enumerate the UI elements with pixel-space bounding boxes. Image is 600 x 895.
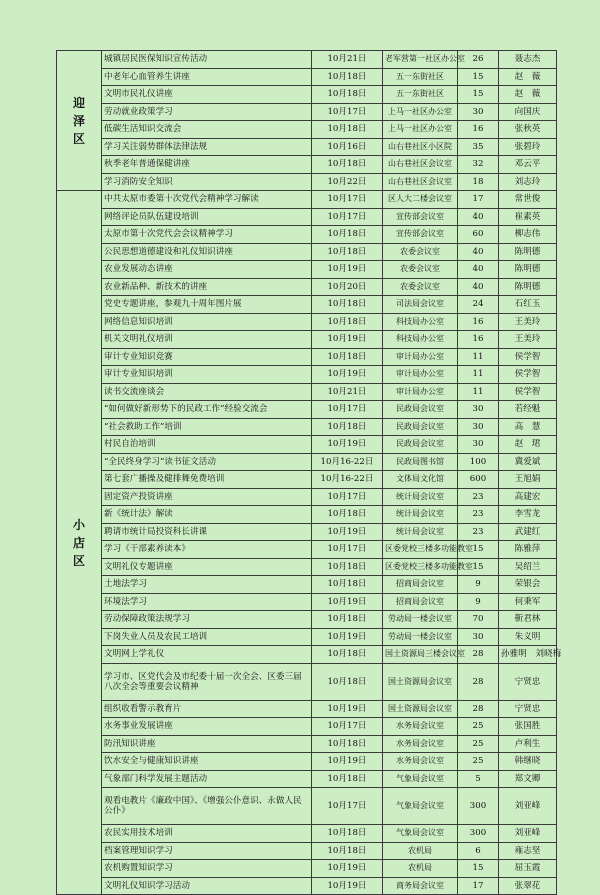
participant-count: 15 xyxy=(458,541,499,559)
speaker-name: 陈明德 xyxy=(499,243,557,261)
activity-date: 10月17日 xyxy=(312,208,383,226)
participant-count: 60 xyxy=(458,226,499,244)
activity-name: 低碳生活知识交流会 xyxy=(102,121,312,139)
activity-name: 新《统计法》解读 xyxy=(102,506,312,524)
activity-date: 10月19日 xyxy=(312,261,383,279)
speaker-name: 何秉军 xyxy=(499,593,557,611)
activity-name: 中老年心血管养生讲座 xyxy=(102,68,312,86)
table-row xyxy=(57,718,557,736)
participant-count: 32 xyxy=(458,156,499,174)
speaker-name: 柳志伟 xyxy=(499,226,557,244)
activity-date: 10月18日 xyxy=(312,348,383,366)
table-row xyxy=(57,121,557,139)
participant-count: 11 xyxy=(458,348,499,366)
activity-date: 10月17日 xyxy=(312,103,383,121)
speaker-name: 韩继晓 xyxy=(499,753,557,771)
activity-name: 文明礼仪知识学习活动 xyxy=(102,877,312,895)
activity-place: 农委会议室 xyxy=(383,261,458,279)
activity-name: 文明市民礼仪讲座 xyxy=(102,86,312,104)
activity-name: 土地法学习 xyxy=(102,576,312,594)
table-row xyxy=(57,842,557,860)
table-row xyxy=(57,506,557,524)
activity-name: “社会救助工作”培训 xyxy=(102,418,312,436)
activity-place: 商务局会议室 xyxy=(383,877,458,895)
activity-place: 民政局图书馆 xyxy=(383,453,458,471)
activity-name: 文明网上学礼仪 xyxy=(102,646,312,664)
speaker-name: 若经魁 xyxy=(499,401,557,419)
table-row xyxy=(57,226,557,244)
activity-date: 10月19日 xyxy=(312,700,383,718)
activity-date: 10月18日 xyxy=(312,226,383,244)
activity-place: 区委党校三楼多功能教室 xyxy=(383,541,458,559)
speaker-name: 张碧玲 xyxy=(499,138,557,156)
table-row xyxy=(57,103,557,121)
activity-name: 劳动保障政策法规学习 xyxy=(102,611,312,629)
table-row xyxy=(57,488,557,506)
participant-count: 15 xyxy=(458,86,499,104)
table-row xyxy=(57,418,557,436)
activity-place: 审计局办公室 xyxy=(383,383,458,401)
activity-place: 区人大二楼会议室 xyxy=(383,191,458,209)
activity-place: 上马一社区办公室 xyxy=(383,121,458,139)
speaker-name: 常世俊 xyxy=(499,191,557,209)
participant-count: 30 xyxy=(458,418,499,436)
activity-date: 10月18日 xyxy=(312,68,383,86)
activity-place: 科技局办公室 xyxy=(383,313,458,331)
activity-date: 10月18日 xyxy=(312,663,383,700)
speaker-name: 陈雅萍 xyxy=(499,541,557,559)
activity-place: 民政局会议室 xyxy=(383,436,458,454)
participant-count: 17 xyxy=(458,191,499,209)
speaker-name: 刘亚峰 xyxy=(499,825,557,843)
participant-count: 30 xyxy=(458,628,499,646)
table-row xyxy=(57,156,557,174)
table-row xyxy=(57,877,557,895)
participant-count: 16 xyxy=(458,331,499,349)
table-row xyxy=(57,138,557,156)
activity-name: 公民思想道德建设和礼仪知识讲座 xyxy=(102,243,312,261)
activity-table-body xyxy=(57,51,562,895)
activity-place: 国土资源局会议室 xyxy=(383,663,458,700)
activity-date: 10月18日 xyxy=(312,558,383,576)
activity-place: 水务局会议室 xyxy=(383,718,458,736)
table-row xyxy=(57,383,557,401)
table-row xyxy=(57,611,557,629)
activity-place: 劳动局一楼会议室 xyxy=(383,611,458,629)
activity-place: 气象局会议室 xyxy=(383,825,458,843)
activity-date: 10月18日 xyxy=(312,243,383,261)
participant-count: 16 xyxy=(458,121,499,139)
activity-name: 农机购置知识学习 xyxy=(102,860,312,878)
table-row xyxy=(57,331,557,349)
participant-count: 28 xyxy=(458,700,499,718)
table-row xyxy=(57,825,557,843)
table-row xyxy=(57,296,557,314)
activity-date: 10月16日 xyxy=(312,138,383,156)
participant-count: 35 xyxy=(458,138,499,156)
activity-date: 10月18日 xyxy=(312,121,383,139)
table-row xyxy=(57,700,557,718)
table-row xyxy=(57,86,557,104)
activity-place: 区委党校三楼多功能教室 xyxy=(383,558,458,576)
participant-count: 30 xyxy=(458,401,499,419)
activity-name: 秋季老年普通保健讲座 xyxy=(102,156,312,174)
participant-count: 23 xyxy=(458,506,499,524)
speaker-name: 崔素英 xyxy=(499,208,557,226)
activity-place: 农机局 xyxy=(383,860,458,878)
activity-date: 10月18日 xyxy=(312,418,383,436)
speaker-name: 武建红 xyxy=(499,523,557,541)
activity-date: 10月19日 xyxy=(312,628,383,646)
activity-name: 第七套广播操及健排舞免费培训 xyxy=(102,471,312,489)
activity-name: 农业发展动态讲座 xyxy=(102,261,312,279)
speaker-name: 李雪龙 xyxy=(499,506,557,524)
participant-count: 9 xyxy=(458,576,499,594)
participant-count: 24 xyxy=(458,296,499,314)
activity-name: 城镇居民医保知识宣传活动 xyxy=(102,51,312,69)
table-row xyxy=(57,523,557,541)
activity-name: 村民自治培训 xyxy=(102,436,312,454)
activity-name: 防汛知识讲座 xyxy=(102,735,312,753)
table-row xyxy=(57,735,557,753)
activity-place: 农委会议室 xyxy=(383,278,458,296)
speaker-name: 吴绍兰 xyxy=(499,558,557,576)
activity-date: 10月18日 xyxy=(312,296,383,314)
activity-table xyxy=(56,50,562,895)
participant-count: 5 xyxy=(458,770,499,788)
participant-count: 11 xyxy=(458,383,499,401)
table-row xyxy=(57,541,557,559)
activity-schedule-sheet xyxy=(56,50,562,895)
participant-count: 28 xyxy=(458,646,499,664)
activity-place: 山右巷社区会议室 xyxy=(383,173,458,191)
participant-count: 25 xyxy=(458,718,499,736)
activity-name: 饮水安全与健康知识讲座 xyxy=(102,753,312,771)
activity-name: 文明礼仪专题讲座 xyxy=(102,558,312,576)
speaker-name: 邓云平 xyxy=(499,156,557,174)
participant-count: 25 xyxy=(458,735,499,753)
speaker-name: 聂志杰 xyxy=(499,51,557,69)
table-row xyxy=(57,753,557,771)
activity-date: 10月22日 xyxy=(312,173,383,191)
activity-place: 五一东街社区 xyxy=(383,68,458,86)
activity-name: 太原市第十次党代会会议精神学习 xyxy=(102,226,312,244)
activity-date: 10月18日 xyxy=(312,646,383,664)
activity-place: 气象局会议室 xyxy=(383,770,458,788)
speaker-name: 王旭娟 xyxy=(499,471,557,489)
speaker-name: 王美玲 xyxy=(499,331,557,349)
speaker-name: 侯学智 xyxy=(499,348,557,366)
speaker-name: 陈明德 xyxy=(499,261,557,279)
activity-place: 老军营第一社区办公室 xyxy=(383,51,458,69)
activity-name: 环境法学习 xyxy=(102,593,312,611)
activity-place: 劳动局一楼会议室 xyxy=(383,628,458,646)
activity-date: 10月19日 xyxy=(312,523,383,541)
activity-name: 农业新品种、新技术的讲座 xyxy=(102,278,312,296)
participant-count: 23 xyxy=(458,488,499,506)
table-row xyxy=(57,628,557,646)
speaker-name: 高 慧 xyxy=(499,418,557,436)
activity-name: 气象部门科学发展主题活动 xyxy=(102,770,312,788)
participant-count: 28 xyxy=(458,663,499,700)
table-row xyxy=(57,788,557,825)
speaker-name: 刘亚峰 xyxy=(499,788,557,825)
activity-place: 农机局 xyxy=(383,842,458,860)
speaker-name: 宁贤忠 xyxy=(499,663,557,700)
participant-count: 40 xyxy=(458,261,499,279)
activity-name: 审计专业知识培训 xyxy=(102,366,312,384)
speaker-name: 张翠花 xyxy=(499,877,557,895)
district-yingze: 迎 泽 区 xyxy=(57,51,102,191)
participant-count: 16 xyxy=(458,313,499,331)
activity-name: 学习关注弱势群体法律法规 xyxy=(102,138,312,156)
participant-count: 70 xyxy=(458,611,499,629)
table-row xyxy=(57,860,557,878)
activity-date: 10月17日 xyxy=(312,401,383,419)
activity-date: 10月18日 xyxy=(312,506,383,524)
activity-date: 10月18日 xyxy=(312,86,383,104)
speaker-name: 王美玲 xyxy=(499,313,557,331)
activity-place: 审计局办公室 xyxy=(383,366,458,384)
activity-date: 10月19日 xyxy=(312,366,383,384)
speaker-name: 冀爱斌 xyxy=(499,453,557,471)
activity-place: 山右巷社区会议室 xyxy=(383,156,458,174)
activity-date: 10月17日 xyxy=(312,191,383,209)
activity-date: 10月17日 xyxy=(312,718,383,736)
activity-place: 宣传部会议室 xyxy=(383,208,458,226)
table-row xyxy=(57,576,557,594)
table-row xyxy=(57,593,557,611)
activity-name: 网络信息知识培训 xyxy=(102,313,312,331)
table-row xyxy=(57,366,557,384)
activity-name: 劳动就业政策学习 xyxy=(102,103,312,121)
speaker-name: 石红玉 xyxy=(499,296,557,314)
speaker-name: 张国胜 xyxy=(499,718,557,736)
activity-date: 10月16-22日 xyxy=(312,471,383,489)
speaker-name: 朱义明 xyxy=(499,628,557,646)
participant-count: 11 xyxy=(458,366,499,384)
table-row xyxy=(57,51,557,69)
activity-date: 10月18日 xyxy=(312,156,383,174)
activity-name: 党史专题讲座，参观九十周年图片展 xyxy=(102,296,312,314)
activity-place: 五一东街社区 xyxy=(383,86,458,104)
activity-date: 10月19日 xyxy=(312,436,383,454)
table-row xyxy=(57,278,557,296)
activity-place: 审计局办公室 xyxy=(383,348,458,366)
speaker-name: 雍志坚 xyxy=(499,842,557,860)
table-row xyxy=(57,558,557,576)
activity-place: 科技局办公室 xyxy=(383,331,458,349)
participant-count: 9 xyxy=(458,593,499,611)
activity-date: 10月19日 xyxy=(312,860,383,878)
activity-place: 农委会议室 xyxy=(383,243,458,261)
participant-count: 17 xyxy=(458,877,499,895)
activity-date: 10月19日 xyxy=(312,331,383,349)
speaker-name: 屈玉霞 xyxy=(499,860,557,878)
speaker-name: 荣银会 xyxy=(499,576,557,594)
activity-name: 读书交流座谈会 xyxy=(102,383,312,401)
activity-date: 10月19日 xyxy=(312,753,383,771)
activity-name: 学习市、区党代会及市纪委十届一次全会、区委三届八次全会等重要会议精神 xyxy=(102,663,312,700)
table-row xyxy=(57,261,557,279)
activity-date: 10月18日 xyxy=(312,735,383,753)
participant-count: 26 xyxy=(458,51,499,69)
participant-count: 6 xyxy=(458,842,499,860)
activity-place: 统计局会议室 xyxy=(383,488,458,506)
participant-count: 100 xyxy=(458,453,499,471)
table-row xyxy=(57,313,557,331)
activity-name: 固定资产投资讲座 xyxy=(102,488,312,506)
speaker-name: 宁贤忠 xyxy=(499,700,557,718)
participant-count: 15 xyxy=(458,558,499,576)
activity-place: 统计局会议室 xyxy=(383,506,458,524)
speaker-name: 赵 珺 xyxy=(499,436,557,454)
activity-name: 组织收看警示教育片 xyxy=(102,700,312,718)
activity-date: 10月17日 xyxy=(312,788,383,825)
activity-name: 水务事业发展讲座 xyxy=(102,718,312,736)
activity-name: 学习消防安全知识 xyxy=(102,173,312,191)
speaker-name: 靳君林 xyxy=(499,611,557,629)
speaker-name: 侯学智 xyxy=(499,383,557,401)
activity-name: 农民实用技术培训 xyxy=(102,825,312,843)
activity-name: 档案管理知识学习 xyxy=(102,842,312,860)
activity-place: 山右巷社区小区院 xyxy=(383,138,458,156)
participant-count: 18 xyxy=(458,173,499,191)
speaker-name: 赵 薇 xyxy=(499,86,557,104)
participant-count: 15 xyxy=(458,68,499,86)
speaker-name: 郑文卿 xyxy=(499,770,557,788)
activity-name: 审计专业知识竞赛 xyxy=(102,348,312,366)
activity-name: “如何做好新形势下的民政工作”经验交流会 xyxy=(102,401,312,419)
speaker-name: 向国庆 xyxy=(499,103,557,121)
speaker-name: 张秋英 xyxy=(499,121,557,139)
table-row xyxy=(57,770,557,788)
activity-place: 统计局会议室 xyxy=(383,523,458,541)
participant-count: 40 xyxy=(458,243,499,261)
participant-count: 15 xyxy=(458,860,499,878)
activity-date: 10月16-22日 xyxy=(312,453,383,471)
activity-name: 观看电教片《廉政中国》、《增强公仆意识、永做人民公仆》 xyxy=(102,788,312,825)
activity-place: 水务局会议室 xyxy=(383,735,458,753)
table-row xyxy=(57,646,557,664)
activity-place: 司法局会议室 xyxy=(383,296,458,314)
table-row xyxy=(57,471,557,489)
activity-date: 10月19日 xyxy=(312,877,383,895)
table-row xyxy=(57,208,557,226)
activity-place: 上马一社区办公室 xyxy=(383,103,458,121)
activity-date: 10月17日 xyxy=(312,541,383,559)
activity-place: 国土资源局会议室 xyxy=(383,700,458,718)
participant-count: 40 xyxy=(458,208,499,226)
table-row xyxy=(57,663,557,700)
participant-count: 300 xyxy=(458,788,499,825)
activity-date: 10月18日 xyxy=(312,313,383,331)
activity-date: 10月21日 xyxy=(312,383,383,401)
speaker-name: 赵 薇 xyxy=(499,68,557,86)
district-xiaodian: 小 店 区 xyxy=(57,191,102,895)
activity-name: “全民终身学习”读书征文活动 xyxy=(102,453,312,471)
activity-place: 文体局文化馆 xyxy=(383,471,458,489)
table-row xyxy=(57,436,557,454)
activity-place: 招商局会议室 xyxy=(383,576,458,594)
activity-date: 10月18日 xyxy=(312,576,383,594)
speaker-name: 卢利生 xyxy=(499,735,557,753)
participant-count: 600 xyxy=(458,471,499,489)
participant-count: 30 xyxy=(458,436,499,454)
speaker-name: 刘志玲 xyxy=(499,173,557,191)
speaker-name: 孙雅明 刘晓梅 xyxy=(499,646,557,664)
table-row xyxy=(57,453,557,471)
activity-date: 10月18日 xyxy=(312,611,383,629)
table-row xyxy=(57,68,557,86)
table-row xyxy=(57,243,557,261)
activity-place: 气象局会议室 xyxy=(383,788,458,825)
activity-name: 网络评论员队伍建设培训 xyxy=(102,208,312,226)
participant-count: 23 xyxy=(458,523,499,541)
activity-name: 学习《干部素养读本》 xyxy=(102,541,312,559)
table-row xyxy=(57,401,557,419)
speaker-name: 陈明德 xyxy=(499,278,557,296)
participant-count: 30 xyxy=(458,103,499,121)
activity-place: 民政局会议室 xyxy=(383,418,458,436)
participant-count: 40 xyxy=(458,278,499,296)
activity-date: 10月18日 xyxy=(312,825,383,843)
activity-name: 下岗失业人员及农民工培训 xyxy=(102,628,312,646)
activity-place: 国土资源局三楼会议室 xyxy=(383,646,458,664)
activity-name: 中共太原市委第十次党代会精神学习解读 xyxy=(102,191,312,209)
speaker-name: 侯学智 xyxy=(499,366,557,384)
activity-date: 10月18日 xyxy=(312,842,383,860)
speaker-name: 高建宏 xyxy=(499,488,557,506)
table-row xyxy=(57,173,557,191)
table-row xyxy=(57,191,557,209)
participant-count: 25 xyxy=(458,753,499,771)
activity-date: 10月18日 xyxy=(312,770,383,788)
activity-place: 宣传部会议室 xyxy=(383,226,458,244)
activity-name: 机关文明礼仪培训 xyxy=(102,331,312,349)
activity-place: 招商局会议室 xyxy=(383,593,458,611)
activity-date: 10月19日 xyxy=(312,593,383,611)
participant-count: 300 xyxy=(458,825,499,843)
activity-place: 水务局会议室 xyxy=(383,753,458,771)
activity-date: 10月17日 xyxy=(312,488,383,506)
activity-place: 民政局会议室 xyxy=(383,401,458,419)
activity-date: 10月21日 xyxy=(312,51,383,69)
activity-date: 10月20日 xyxy=(312,278,383,296)
table-row xyxy=(57,348,557,366)
activity-name: 聘请市统计局投资科长讲课 xyxy=(102,523,312,541)
